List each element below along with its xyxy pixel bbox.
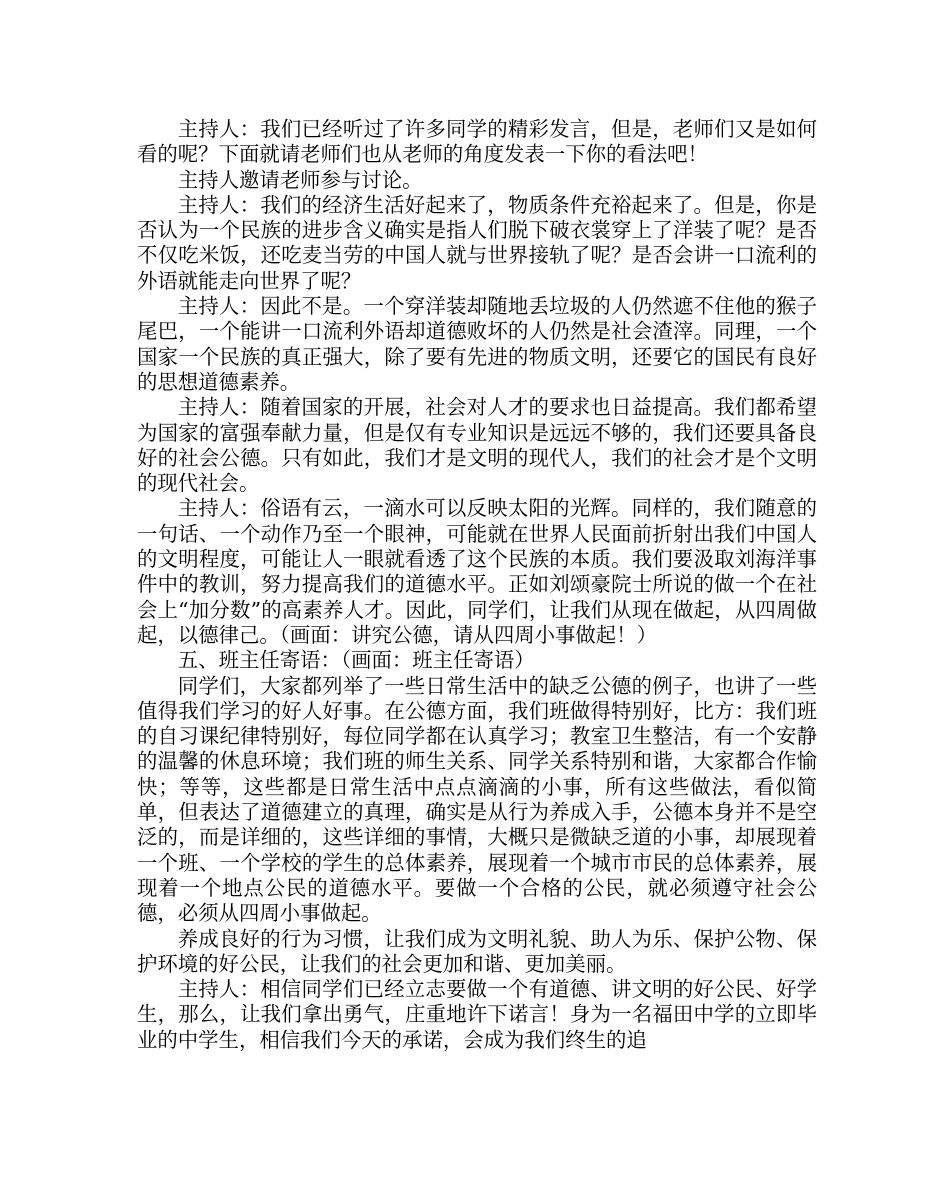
document-page: [137, 117, 817, 1053]
paragraph-4: 主持人：因此不是。一个穿洋装却随地丢垃圾的人仍然遮不住他的猴子尾巴，一个能讲一口流利外语却道德败坏的人仍然是社会渣滓。同理，一个国家一个民族的真正强大，除了要有先进的物质文明，还要它的国民有良好的思想道德素养。: [137, 294, 817, 394]
paragraph-8: 同学们，大家都列举了一些日常生活中的缺乏公德的例子，也讲了一些值得我们学习的好人好事。在公德方面，我们班做得特别好，比方：我们班的自习课纪律特别好，每位同学都在认真学习；教室卫生整洁，有一个安静的温馨的休息环境；我们班的师生关系、同学关系特别和谐，大家都合作愉快；等等，这些都是日常生活中点点滴滴的小事，所有这些做法，看似简单，但表达了道德建立的真理，确实是从行为养成入手，公德本身并不是空泛的，而是详细的，这些详细的事情，大概只是微缺乏道的小事，却展现着一个班、一个学校的学生的总体素养，展现着一个城市市民的总体素养，展现着一个地点公民的道德水平。要做一个合格的公民，就必须遵守社会公德，必须从四周小事做起。: [137, 673, 817, 926]
paragraph-5: 主持人：随着国家的开展，社会对人才的要求也日益提高。我们都希望为国家的富强奉献力量，但是仅有专业知识是远远不够的，我们还要具备良好的社会公德。只有如此，我们才是文明的现代人，我们的社会才是个文明的现代社会。: [137, 395, 817, 496]
section-heading: 五、班主任寄语：（画面：班主任寄语）: [177, 648, 535, 673]
paragraph-10: 主持人：相信同学们已经立志要做一个有道德、讲文明的好公民、好学生，那么，让我们拿出勇气，庄重地许下诺言！身为一名福田中学的立即毕业的中学生，相信我们今天的承诺，会成为我们终生的追: [137, 977, 817, 1052]
paragraph-2: 主持人邀请老师参与讨论。: [177, 167, 423, 192]
paragraph-1: 主持人：我们已经听过了许多同学的精彩发言，但是，老师们又是如何看的呢？下面就请老师们也从老师的角度发表一下你的看法吧！: [137, 117, 817, 167]
paragraph-3: 主持人：我们的经济生活好起来了，物质条件充裕起来了。但是，你是否认为一个民族的进步含义确实是指人们脱下破衣裳穿上了洋装了呢？是否不仅吃米饭，还吃麦当劳的中国人就与世界接轨了呢？是否会讲一口流利的外语就能走向世界了呢？: [137, 192, 817, 293]
paragraph-6: 主持人：俗语有云，一滴水可以反映太阳的光辉。同样的，我们随意的一句话、一个动作乃至一个眼神，可能就在世界人民面前折射出我们中国人的文明程度，可能让人一眼就看透了这个民族的本质。我们要汲取刘海洋事件中的教训，努力提高我们的道德水平。正如刘颂豪院士所说的做一个在社会上“加分数”的高素养人才。因此，同学们，让我们从现在做起，从四周做起，以德律己。（画面：讲究公德，请从四周小事做起！）: [137, 496, 817, 647]
paragraph-9: 养成良好的行为习惯，让我们成为文明礼貌、助人为乐、保护公物、保护环境的好公民，让我们的社会更加和谐、更加美丽。: [137, 926, 817, 976]
